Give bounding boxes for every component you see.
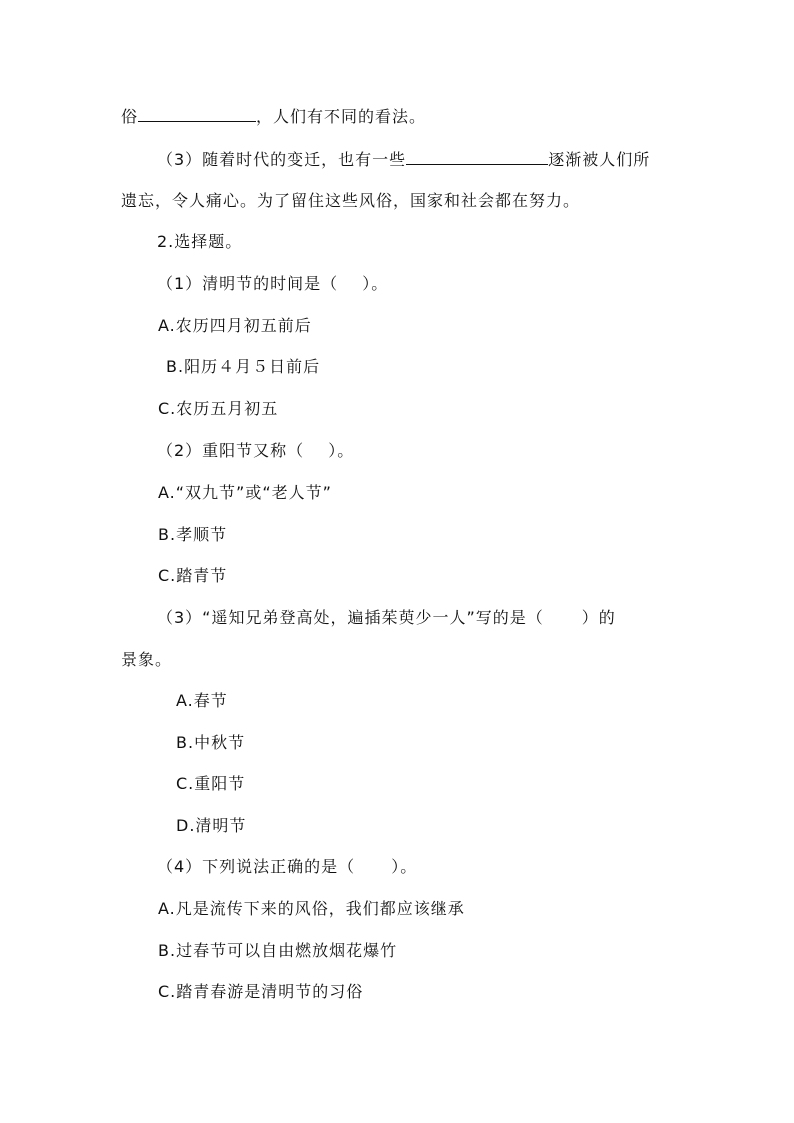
question-stem-text: （1）清明节的时间是（	[157, 274, 339, 293]
option-b: B.孝顺节	[158, 525, 228, 544]
option-c: C.踏青节	[158, 566, 228, 585]
question-stem-end: ）的	[581, 608, 616, 627]
option-a: A.凡是流传下来的风俗，我们都应该继承	[158, 899, 465, 918]
option-b: B.中秋节	[176, 733, 246, 752]
section-title: 2.选择题。	[157, 232, 243, 251]
question-3-prefix: （3）随着时代的变迁，也有一些	[157, 150, 407, 169]
question-3-stem-continued: 景象。	[121, 650, 173, 669]
option-d: D.清明节	[176, 816, 247, 835]
question-2-stem	[157, 440, 354, 462]
option-a: A.农历四月初五前后	[158, 316, 312, 335]
question-stem-text: （2）重阳节又称（	[157, 441, 305, 460]
question-stem-end: ）。	[362, 274, 389, 293]
answer-blank[interactable]	[406, 148, 548, 165]
blank-prefix-text: 俗	[121, 107, 139, 126]
fill-blank-question-3-continued	[121, 190, 580, 212]
option-a: A.“双九节”或“老人节”	[158, 483, 332, 502]
option-a: A.春节	[176, 691, 228, 710]
blank-suffix-text: ，人们有不同的看法。	[256, 107, 427, 126]
question-3-stem	[157, 607, 616, 629]
answer-blank[interactable]	[138, 105, 256, 122]
question-3-suffix: 逐渐被人们所	[548, 150, 651, 169]
question-4-stem	[157, 856, 417, 878]
question-stem-text: （4）下列说法正确的是（	[157, 857, 356, 876]
question-stem-end: ）。	[391, 857, 418, 876]
option-b: B.过春节可以自由燃放烟花爆竹	[158, 941, 398, 960]
question-stem-text: （3）“遥知兄弟登高处，遍插茱萸少一人”写的是（	[157, 608, 544, 627]
option-c: C.踏青春游是清明节的习俗	[158, 982, 364, 1001]
question-stem-end: ）。	[328, 441, 355, 460]
question-1-stem	[157, 273, 388, 295]
option-c: C.重阳节	[176, 774, 246, 793]
option-b: B.阳历４月５日前后	[166, 357, 321, 376]
option-c: C.农历五月初五	[158, 399, 279, 418]
fill-blank-question-3	[157, 148, 650, 171]
question-3-continued-text: 遗忘，令人痛心。为了留住这些风俗，国家和社会都在努力。	[121, 191, 581, 210]
fill-blank-line-1	[121, 105, 426, 128]
